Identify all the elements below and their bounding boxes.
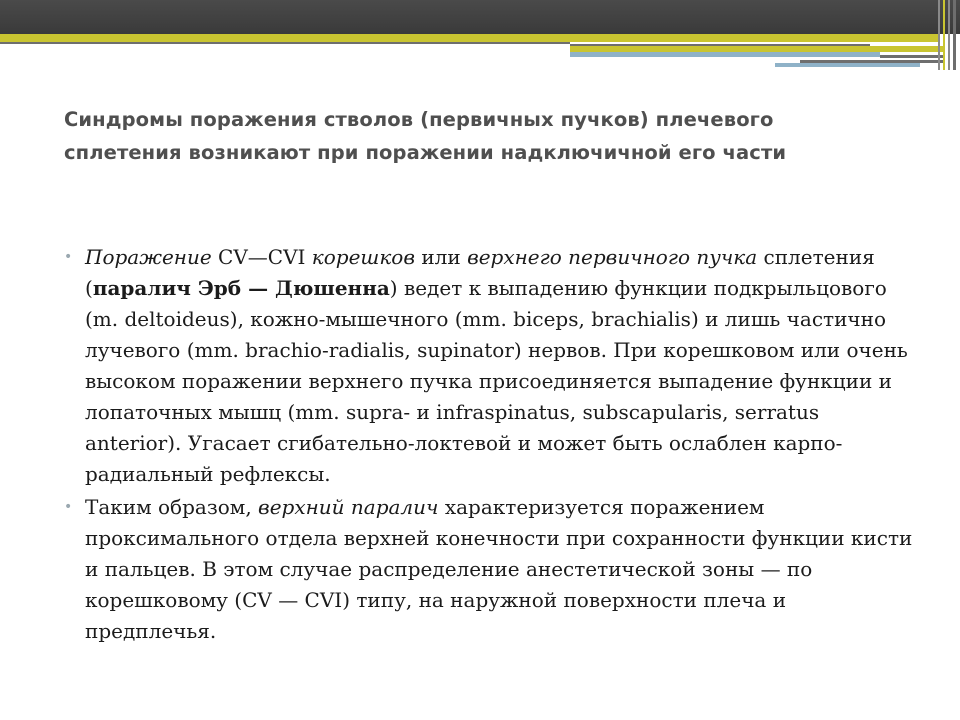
text-italic: корешков	[311, 245, 415, 269]
bullet-icon: •	[64, 249, 73, 265]
list-item	[64, 492, 914, 647]
accent-stripe-blue-2	[775, 63, 920, 67]
text: CV—CVI	[211, 245, 312, 269]
slide-content	[64, 242, 914, 647]
top-bar	[0, 0, 960, 34]
text-italic: верхний паралич	[258, 495, 439, 519]
text-bold: паралич Эрб — Дюшенна	[92, 276, 390, 300]
text-italic: Поражение	[85, 245, 212, 269]
text: сплетения (	[85, 245, 875, 300]
accent-stripe-gold	[0, 34, 940, 42]
text: характеризуется поражением проксимального отдела верхней конечности при сохранности функции кисти и пальцев. В этом случае распределение анестетической зоны — по корешковому (CV — CVI) типу, на наружной поверхности плеча и предплечья.	[85, 495, 913, 643]
text: или	[414, 245, 468, 269]
text: Таким образом,	[85, 495, 259, 519]
text: ) ведет к выпадению функции подкрыльцового (m. deltoideus), кожно-мышечного (mm. biceps, brachialis) и лишь частично лучевого (mm. brachio-radialis, supinator) нервов. При корешковом или очень высоком поражении верхнего пучка присоединяется выпадение функции и лопаточных мышц (mm. supra- и infraspinatus, subscapularis, serratus anterior). Угасает сгибательно-локтевой и может быть ослаблен карпо-радиальный рефлексы.	[85, 276, 908, 486]
corner-bars	[935, 0, 960, 70]
slide-title	[64, 103, 904, 169]
list-item	[64, 242, 914, 490]
bullet-icon: •	[64, 499, 73, 515]
title-line-1: Синдромы поражения стволов (первичных пучков) плечевого	[64, 108, 774, 131]
accent-stripe-blue-1	[570, 52, 880, 57]
title-line-2: сплетения возникают при поражении надключичной его части	[64, 141, 787, 164]
text-italic: верхнего первичного пучка	[467, 245, 758, 269]
accent-stripe-dark	[0, 42, 570, 44]
